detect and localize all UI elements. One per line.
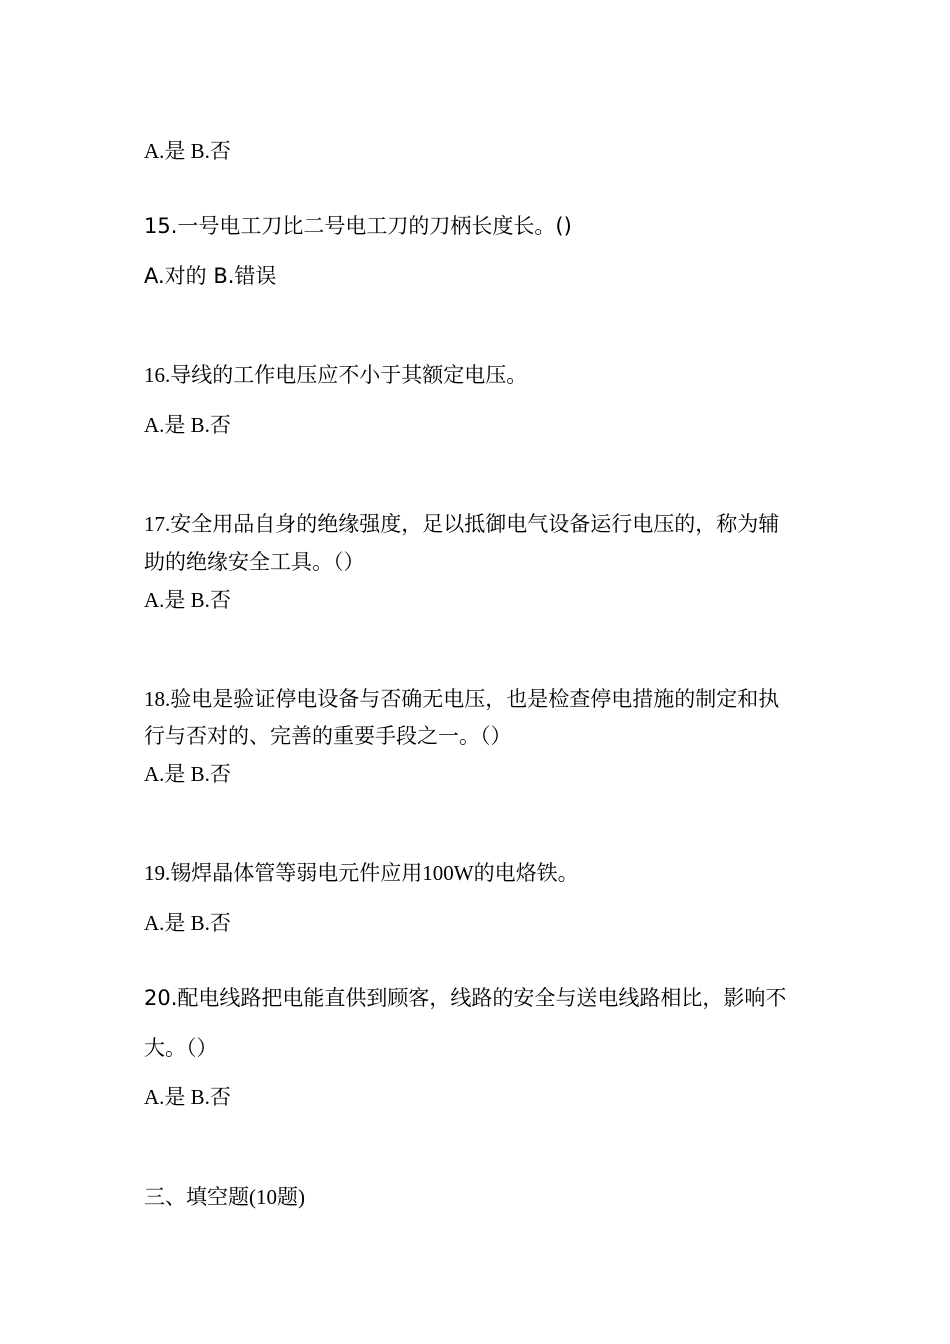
q20-options: A.是 B.否 — [144, 1085, 231, 1109]
q18-options: A.是 B.否 — [144, 762, 231, 786]
q17-question-line1: 17.安全用品自身的绝缘强度，足以抵御电气设备运行电压的，称为辅 — [144, 512, 780, 536]
q15-options: A.对的 B.错误 — [144, 264, 277, 288]
q15-question: 15.一号电工刀比二号电工刀的刀柄长度长。() — [144, 214, 572, 238]
q18-question-line2: 行与否对的、完善的重要手段之一。（） — [144, 724, 512, 748]
q18-question-line1: 18.验电是验证停电设备与否确无电压，也是检查停电措施的制定和执 — [144, 687, 780, 711]
q19-question: 19.锡焊晶体管等弱电元件应用100W的电烙铁。 — [144, 861, 579, 885]
q14-options: A.是 B.否 — [144, 139, 231, 163]
q17-options: A.是 B.否 — [144, 588, 231, 612]
q20-question-line2: 大。（） — [144, 1036, 218, 1060]
q20-question-line1: 20.配电线路把电能直供到顾客，线路的安全与送电线路相比，影响不 — [144, 986, 787, 1010]
q19-options: A.是 B.否 — [144, 911, 231, 935]
q16-question: 16.导线的工作电压应不小于其额定电压。 — [144, 363, 528, 387]
q16-options: A.是 B.否 — [144, 413, 231, 437]
q17-question-line2: 助的绝缘安全工具。（） — [144, 550, 365, 574]
section3-heading: 三、填空题(10题) — [144, 1185, 305, 1209]
